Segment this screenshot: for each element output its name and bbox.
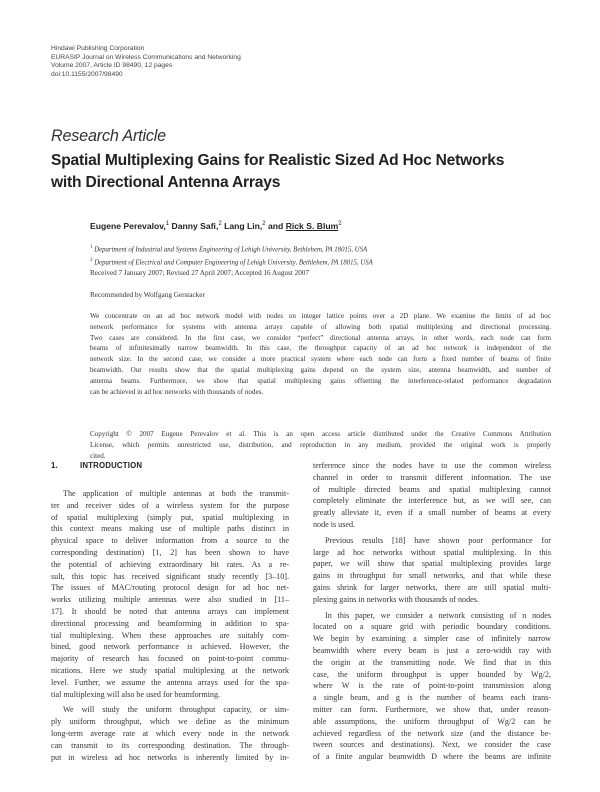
author-affil-mark: 2 (338, 221, 342, 228)
title-line: with Directional Antenna Arrays (51, 174, 281, 191)
author-list (90, 221, 342, 231)
body-text-line: greatly alleviate it, even if a small number of beams at every (313, 508, 551, 518)
abstract-line: network size. In the second case, we consider a more practical system where each node can form a fixed number of beams of finite (90, 355, 551, 364)
body-text-line: corresponding destination) [1, 2] has been shown to have (51, 547, 289, 557)
author-name[interactable]: Eugene Perevalov, (90, 221, 166, 231)
body-text-line: tween sources and destinations). Next, we consider the case (313, 740, 551, 750)
author-affil-mark: 1 (165, 221, 170, 228)
body-text-line: of multiple directed beams and spatial multiplexing cannot (313, 484, 551, 494)
abstract-line: beams of infinitesimally narrow beamwidth. In this case, the throughput capacity of an ad hoc network is independent of the (90, 344, 551, 353)
journal-header (51, 45, 241, 80)
body-text-line: channel in order to transmit different information. The use (313, 472, 551, 482)
paper-title (51, 150, 566, 194)
body-text-line: node is used. (313, 519, 356, 529)
body-text-line: gains in throughput for small networks, and that while these (313, 571, 551, 581)
body-text-line: tial multiplexing will also be used for beamforming. (51, 689, 221, 699)
body-text-line: large ad hoc networks without spatial multiplexing. In this (313, 547, 551, 557)
copyright-notice (90, 429, 551, 461)
author-name[interactable]: Lang Lin, (224, 221, 263, 231)
section-title: INTRODUCTION (80, 461, 143, 470)
body-text-line: ter and receiver sides of a wireless system for the purpose (51, 500, 289, 510)
affiliation-item (90, 242, 373, 255)
abstract-line: We concentrate on an ad hoc network model with nodes on integer lattice points over a 2D plane. We examine the limits of ad hoc (90, 312, 551, 320)
body-text-line: a single beam, and g is the number of beams each trans- (313, 693, 551, 703)
body-text-line: plexing gains in networks with thousands of nodes. (313, 594, 479, 604)
body-text-line: The application of multiple antennas at both the transmit- (63, 489, 289, 498)
right-column (313, 460, 551, 763)
section-number: 1. (51, 461, 58, 470)
body-text-line: achieved regardless of the network size (and the distance be- (313, 728, 551, 738)
author-affil-mark: 2 (218, 221, 222, 228)
body-text-line: able assumptions, the uniform throughput of Wg/2 can be (313, 716, 551, 726)
author-name[interactable]: Danny Safi, (171, 221, 219, 231)
section-heading (51, 460, 289, 471)
right-column-text (313, 460, 551, 763)
body-text-line: long-term average rate at which every node in the network (51, 728, 289, 738)
abstract-line: Two cases are considered. In the first case, we consider “perfect” directional antenna arrays, in other words, each node can form (90, 333, 551, 342)
volume-info: Volume 2007, Article ID 98490, 12 pages (51, 62, 173, 70)
body-text-line: can transmit to its corresponding destination. The through- (51, 740, 289, 750)
body-text-line: level. Further, we assume the antenna arrays used for the spa- (51, 677, 289, 687)
title-line: Spatial Multiplexing Gains for Realistic Sized Ad Hoc Networks (51, 152, 505, 169)
copyright-line: cited. (90, 451, 106, 460)
body-text-line: of a finite angular beamwidth D where the beams are infinite (313, 752, 551, 762)
body-text-line: 17]. It should be noted that antenna arrays can implement (51, 606, 289, 616)
body-text-line: sult, this topic has received significant study recently [3–10]. (51, 571, 289, 581)
left-column-text (51, 488, 289, 763)
affiliations (90, 242, 373, 269)
author-conjunction: and (268, 221, 284, 231)
body-text-line: terference since the nodes have to use the common wireless (313, 461, 551, 470)
body-text-line: mitter can form. Furthermore, we show that, under reason- (313, 704, 551, 714)
body-text-line: where W is the rate of point-to-point transmission along (313, 681, 551, 691)
body-text-line: The issues of MAC/routing protocol design for ad hoc net- (51, 583, 289, 593)
body-text-line: beamwidth where every beam is just a zero-width ray with (313, 645, 551, 655)
copyright-line: Copyright © 2007 Eugene Perevalov et al. This is an open access article distributed under the Creative Commons Attribution (90, 430, 551, 438)
abstract-line: network performance for systems with antenna arrays capable of allowing both spatial multiplexing and directional processing. (90, 322, 551, 331)
body-text-line: the potential of achieving extraordinary bit rates. As a re- (51, 559, 289, 569)
body-text-line: directional processing and beamforming in addition to spa- (51, 618, 289, 628)
body-text-line: gains shrink for larger networks, there are still spatial multi- (313, 582, 551, 592)
body-text-line: nications. Here we study spatial multiplexing at the network (51, 665, 289, 675)
body-text-line: We will study the uniform throughput capacity, or sim- (63, 705, 289, 715)
journal-name: EURASIP Journal on Wireless Communications and Networking (51, 53, 241, 61)
body-text-line: paper, we will show that spatial multiplexing provides large (313, 559, 551, 569)
affiliation-mark: 1 (90, 245, 93, 250)
body-text-line: completely eliminate the interference but, as we will see, can (313, 496, 551, 506)
author-affil-mark: 2 (262, 221, 266, 228)
body-text-line: ply uniform throughput, which we define as the minimum (51, 717, 289, 727)
body-text-line: physical space to deliver information from a source to the (51, 536, 289, 546)
copyright-line: License, which permits unrestricted use, distribution, and reproduction in any medium, provided the original work is properly (90, 440, 551, 449)
recommended-by: Recommended by Wolfgang Gerstacker (90, 291, 205, 299)
body-text-line: put in wireless ad hoc networks is inherently limited by in- (51, 752, 289, 762)
body-text-line: We begin by examining a simpler case of infinitely narrow (313, 634, 551, 644)
body-text-line: case, the uniform throughput is upper bounded by Wg/2, (313, 669, 551, 679)
body-text-line: In this paper, we consider a network consisting of n nodes (325, 610, 551, 620)
affiliation-item (90, 255, 373, 268)
abstract-line: antenna beams. Furthermore, we show that spatial multiplexing gains offsetting the interference-related performance degradation (90, 376, 551, 385)
affiliation-text: Department of Industrial and Systems Engineering of Lehigh University, Bethlehem, PA 18015, USA (94, 246, 368, 254)
body-text-line: tial multiplexing. When these approaches are suitably com- (51, 630, 289, 640)
body-text-line: located on a square grid with periodic boundary conditions. (313, 622, 551, 632)
article-type: Research Article (51, 127, 166, 145)
body-text-line: Previous results [18] have shown poor performance for (325, 535, 551, 545)
body-text-line: of spatial multiplexing (simply put, spatial multiplexing in (51, 512, 289, 522)
left-column (51, 460, 289, 763)
abstract (90, 311, 551, 397)
body-text-line: the origin at the transmitting node. We find that in this (313, 657, 551, 667)
corresponding-author-link[interactable]: Rick S. Blum (285, 221, 339, 231)
received-dates: Received 7 January 2007; Revised 27 April 2007; Accepted 16 August 2007 (90, 269, 309, 277)
body-text-line: this context means making use of multiple paths distinct in (51, 524, 289, 534)
body-text-line: majority of research has focused on point-to-point commu- (51, 654, 289, 664)
affiliation-mark: 2 (90, 258, 93, 264)
abstract-line: can be achieved in ad hoc networks with thousands of nodes. (90, 387, 264, 396)
abstract-line: beamwidth. Our results show that the spatial multiplexing gains depend on the system size, antenna beamwidth, and number of (90, 365, 551, 374)
affiliation-text: Department of Electrical and Computer Engineering of Lehigh University, Bethlehem, PA 18015, USA (94, 259, 373, 267)
body-text-line: works utilizing multiple antennas were also studied in [11– (51, 595, 289, 605)
doi-link[interactable]: doi:10.1155/2007/98490 (51, 71, 123, 79)
publisher-name: Hindawi Publishing Corporation (51, 45, 145, 52)
body-text-line: bined, good network performance is achieved. However, the (51, 642, 289, 652)
